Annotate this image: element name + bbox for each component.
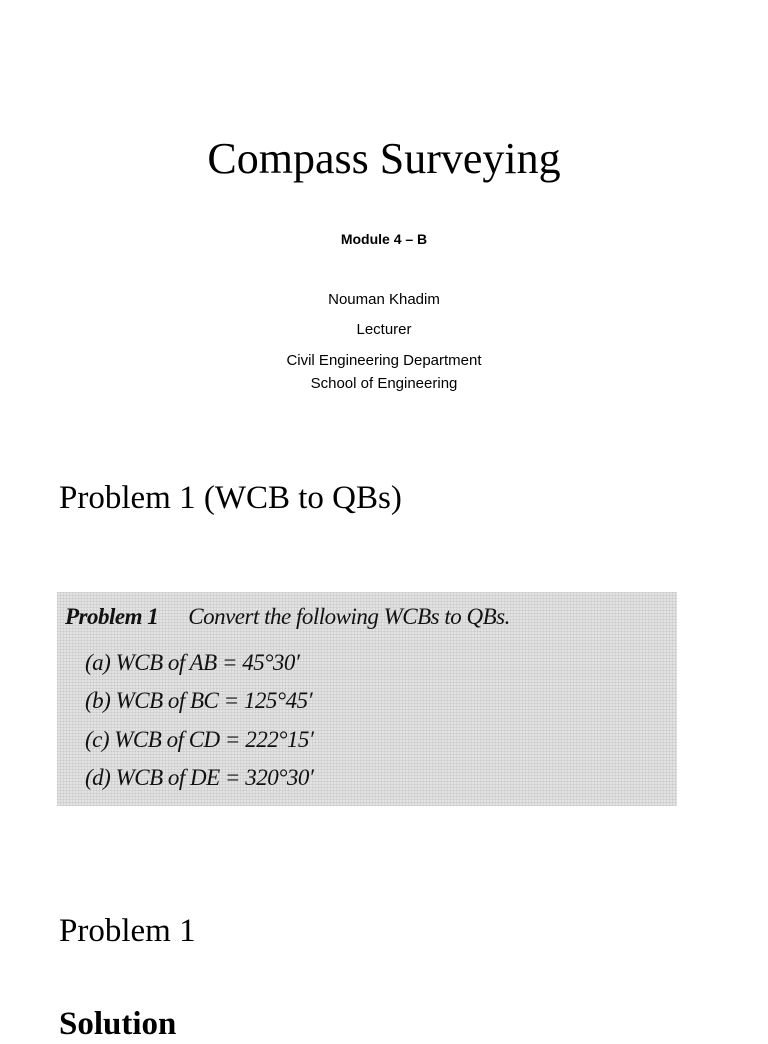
problem-scan-image	[57, 592, 677, 806]
problem-item: (b) WCB of BC = 125°45′	[85, 688, 313, 713]
section-heading-solution: Solution	[59, 1006, 177, 1042]
author-name: Nouman Khadim	[328, 291, 440, 308]
module-label: Module 4 – B	[340, 231, 428, 247]
section-heading-problem-1: Problem 1	[59, 913, 196, 949]
document-title: Compass Surveying	[207, 134, 561, 183]
problem-item: (d) WCB of DE = 320°30′	[85, 765, 314, 790]
section-heading-problem-wcb-to-qbs: Problem 1 (WCB to QBs)	[59, 480, 402, 516]
author-school: School of Engineering	[310, 375, 458, 392]
author-role: Lecturer	[356, 321, 412, 338]
problem-item: (c) WCB of CD = 222°15′	[85, 727, 314, 752]
problem-label: Problem 1	[65, 604, 159, 629]
problem-instruction: Convert the following WCBs to QBs.	[188, 604, 510, 629]
problem-item: (a) WCB of AB = 45°30′	[85, 650, 300, 675]
author-department: Civil Engineering Department	[286, 352, 482, 369]
problem-statement	[65, 602, 510, 632]
